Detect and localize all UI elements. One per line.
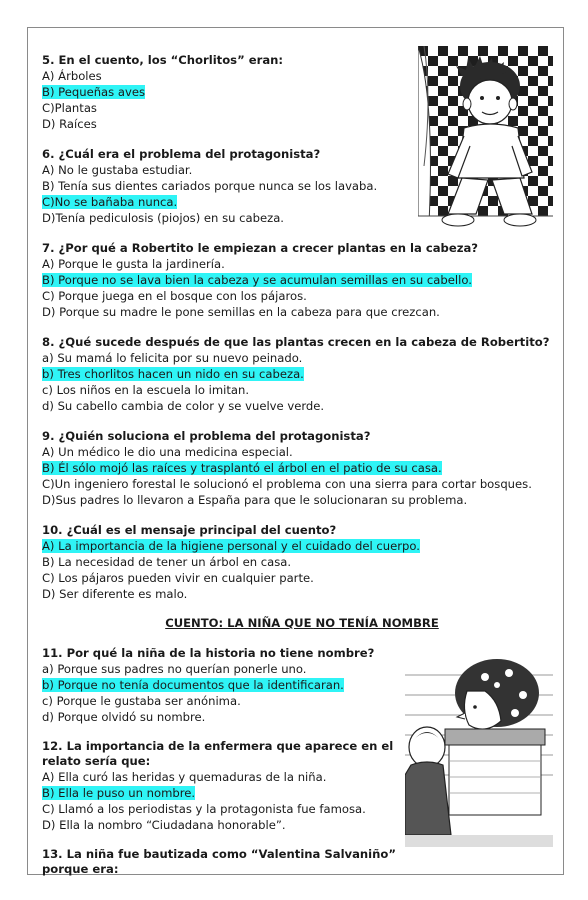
- highlighted-answer: B) Ella le puso un nombre.: [42, 786, 196, 800]
- answer-option: [42, 350, 542, 366]
- question-block: [42, 52, 542, 132]
- question-text: 12. La importancia de la enfermera que aparece en el relato sería que:: [42, 739, 394, 768]
- answer-text: D) Ser diferente es malo.: [42, 587, 188, 601]
- answer-option: [42, 272, 542, 288]
- answer-text: C) Porque juega en el bosque con los pájaros.: [42, 289, 307, 303]
- answer-option: [42, 769, 402, 785]
- answer-text: d) Su cabello cambia de color y se vuelve verde.: [42, 399, 325, 413]
- question-text: 10. ¿Cuál es el mensaje principal del cuento?: [42, 523, 337, 537]
- story-title: CUENTO: LA NIÑA QUE NO TENÍA NOMBRE: [165, 616, 439, 630]
- answer-option: [42, 693, 402, 709]
- highlighted-answer: B) Porque no se lava bien la cabeza y se acumulan semillas en su cabello.: [42, 273, 472, 287]
- answer-text: B) La necesidad de tener un árbol en casa.: [42, 555, 292, 569]
- answer-text: D) Porque su madre le pone semillas en la cabeza para que crezcan.: [42, 305, 440, 319]
- answer-option: [42, 709, 402, 725]
- answer-option: [42, 444, 542, 460]
- question-block: [42, 146, 542, 226]
- answer-option: [42, 817, 402, 833]
- question-text: 5. En el cuento, los “Chorlitos” eran:: [42, 53, 284, 67]
- answer-text: D) Raíces: [42, 117, 97, 131]
- answer-text: d) Porque olvidó su nombre.: [42, 710, 206, 724]
- question-text: 6. ¿Cuál era el problema del protagonista?: [42, 147, 321, 161]
- answer-option: [42, 785, 402, 801]
- question-block: [42, 334, 550, 414]
- answer-option: [42, 256, 542, 272]
- answer-option: [42, 100, 542, 116]
- answer-text: a) Su mamá lo felicita por su nuevo peinado.: [42, 351, 303, 365]
- answer-option: [42, 661, 402, 677]
- answer-option: [42, 210, 542, 226]
- answer-text: C)Plantas: [42, 101, 97, 115]
- answer-option: [42, 801, 402, 817]
- answer-text: C) Llamó a los periodistas y la protagonista fue famosa.: [42, 802, 366, 816]
- answer-text: C)Un ingeniero forestal le solucionó el problema con una sierra para cortar bosques.: [42, 477, 532, 491]
- worksheet-content: [42, 52, 550, 877]
- answer-text: A) Árboles: [42, 69, 102, 83]
- answer-text: D)Tenía pediculosis (piojos) en su cabeza.: [42, 211, 284, 225]
- question-block: [42, 522, 542, 602]
- question-block: [42, 739, 542, 833]
- answer-option: [42, 586, 542, 602]
- questions-part2: [42, 646, 542, 833]
- answer-option: [42, 288, 542, 304]
- answer-option: [42, 538, 542, 554]
- answer-option: [42, 366, 542, 382]
- answer-option: [42, 492, 542, 508]
- question-block: [42, 240, 542, 320]
- answer-text: B) Tenía sus dientes cariados porque nunca se los lavaba.: [42, 179, 378, 193]
- highlighted-answer: B) Pequeñas aves: [42, 85, 146, 99]
- answer-text: A) No le gustaba estudiar.: [42, 163, 193, 177]
- question-text: 9. ¿Quién soluciona el problema del protagonista?: [42, 429, 371, 443]
- highlighted-answer: B) Él sólo mojó las raíces y trasplantó el árbol en el patio de su casa.: [42, 461, 442, 475]
- answer-option: [42, 178, 542, 194]
- highlighted-answer: b) Tres chorlitos hacen un nido en su cabeza.: [42, 367, 304, 381]
- answer-option: [42, 476, 542, 492]
- answer-option: [42, 398, 542, 414]
- answer-text: A) Un médico le dio una medicina especial.: [42, 445, 293, 459]
- answer-option: [42, 570, 542, 586]
- question-block: [42, 428, 542, 508]
- answer-option: [42, 68, 542, 84]
- answer-text: A) Ella curó las heridas y quemaduras de la niña.: [42, 770, 327, 784]
- answer-option: [42, 382, 542, 398]
- questions-part1: [42, 52, 550, 602]
- highlighted-answer: A) La importancia de la higiene personal y el cuidado del cuerpo.: [42, 539, 420, 553]
- answer-option: [42, 554, 542, 570]
- answer-option: [42, 677, 402, 693]
- answer-text: D) Ella la nombro “Ciudadana honorable”.: [42, 818, 286, 832]
- answer-text: a) Porque sus padres no querían ponerle uno.: [42, 662, 307, 676]
- answer-text: C) Los pájaros pueden vivir en cualquier parte.: [42, 571, 314, 585]
- question-text: 8. ¿Qué sucede después de que las plantas crecen en la cabeza de Robertito?: [42, 335, 550, 349]
- highlighted-answer: C)No se bañaba nunca.: [42, 195, 178, 209]
- question-text: 11. Por qué la niña de la historia no tiene nombre?: [42, 646, 375, 660]
- answer-option: [42, 460, 542, 476]
- question-block: [42, 646, 542, 725]
- answer-option: [42, 162, 542, 178]
- answer-text: c) Los niños en la escuela lo imitan.: [42, 383, 250, 397]
- answer-text: D)Sus padres lo llevaron a España para que le solucionaran su problema.: [42, 493, 468, 507]
- answer-option: [42, 194, 542, 210]
- answer-text: A) Porque le gusta la jardinería.: [42, 257, 225, 271]
- answer-option: [42, 116, 542, 132]
- highlighted-answer: b) Porque no tenía documentos que la identificaran.: [42, 678, 344, 692]
- answer-option: [42, 304, 542, 320]
- question-13: 13. La niña fue bautizada como “Valentina Salvaniño” porque era:: [42, 847, 396, 876]
- answer-text: c) Porque le gustaba ser anónima.: [42, 694, 241, 708]
- question-text: 7. ¿Por qué a Robertito le empiezan a crecer plantas en la cabeza?: [42, 241, 479, 255]
- answer-option: [42, 84, 542, 100]
